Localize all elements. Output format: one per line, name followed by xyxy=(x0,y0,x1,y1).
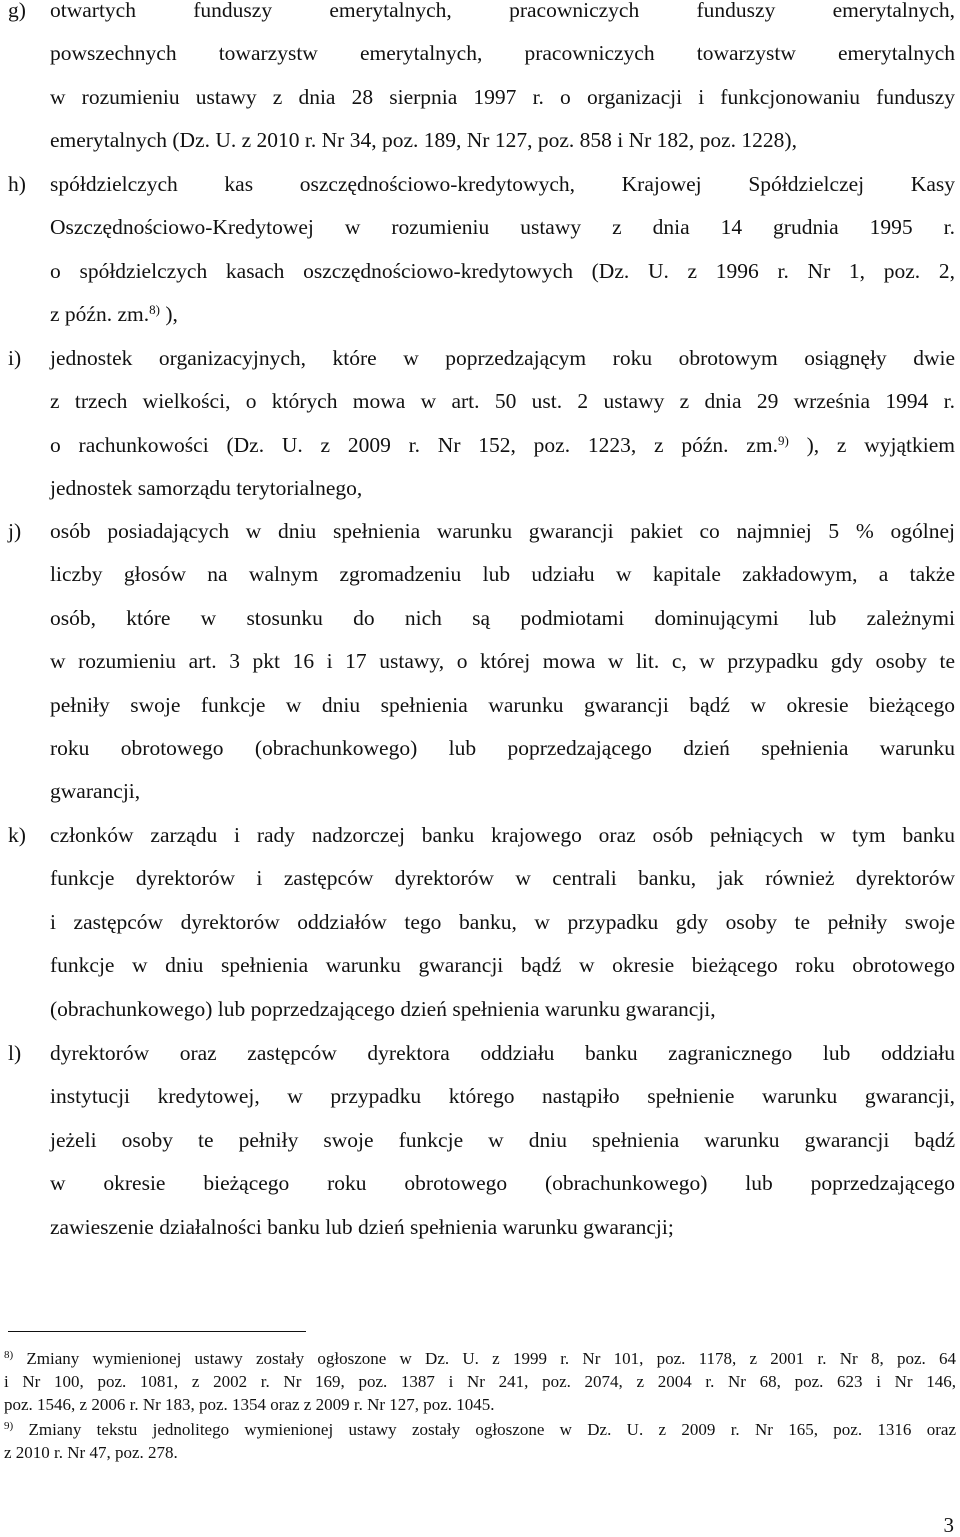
text-line: (obrachunkowego) lub poprzedzającego dzień spełnienia warunku gwarancji, xyxy=(50,996,716,1021)
list-marker: i) xyxy=(8,346,22,370)
footnote-ref-8[interactable]: 8) xyxy=(149,302,160,318)
text-line: jednostek samorządu terytorialnego, xyxy=(50,476,363,501)
text-line: jeżeli osoby te pełniły swoje funkcje w dniu spełnienia warunku gwarancji bądź xyxy=(50,1127,955,1152)
footnote-line: $^{8)}$ Zmiany wymienionej ustawy zostały ogłoszone w Dz. U. z 1999 r. Nr 101, poz. 1178, z 2001 r. Nr 8, poz. 64 xyxy=(4,1349,956,1368)
list-marker: j) xyxy=(8,519,22,543)
list-item-h xyxy=(8,163,955,337)
list-item-l xyxy=(8,1032,955,1249)
footnote-9 xyxy=(4,1418,956,1464)
footnote-line: poz. 1546, z 2006 r. Nr 183, poz. 1354 oraz z 2009 r. Nr 127, poz. 1045. xyxy=(4,1395,495,1414)
footnote-mark: 8) xyxy=(4,1349,14,1361)
text-line: w rozumieniu ustawy z dnia 28 sierpnia 1997 r. o organizacji i funkcjonowaniu funduszy xyxy=(50,84,955,109)
text-line: h) spółdzielczych kas oszczędnościowo-kredytowych, Krajowej Spółdzielczej Kasy xyxy=(8,163,955,206)
footnote-line: $^{9)}$ Zmiany tekstu jednolitego wymienionej ustawy zostały ogłoszone w Dz. U. z 2009 r. Nr 165, poz. 1316 oraz xyxy=(4,1420,956,1439)
list-marker: l) xyxy=(8,1041,22,1065)
text-line: roku obrotowego (obrachunkowego) lub poprzedzającego dzień spełnienia warunku xyxy=(50,735,955,760)
text-line: powszechnych towarzystw emerytalnych, pracowniczych towarzystw emerytalnych xyxy=(50,41,955,66)
text-line: instytucji kredytowej, w przypadku którego nastąpiło spełnienie warunku gwarancji, xyxy=(50,1084,955,1109)
list-marker: h) xyxy=(8,172,26,196)
text-line: z trzech wielkości, o których mowa w art. 50 ust. 2 ustawy z dnia 29 września 1994 r. xyxy=(50,389,955,414)
footnote-line: i Nr 100, poz. 1081, z 2002 r. Nr 169, poz. 1387 i Nr 241, poz. 2074, z 2004 r. Nr 68, poz. 623 i Nr 146, xyxy=(4,1372,956,1391)
footnote-line: z 2010 r. Nr 47, poz. 278. xyxy=(4,1443,178,1462)
text-line: o rachunkowości (Dz. U. z 2009 r. Nr 152, poz. 1223, z późn. zm.$^{9)}$ ), z wyjątkiem xyxy=(50,432,955,457)
text-line: w rozumieniu art. 3 pkt 16 i 17 ustawy, o której mowa w lit. c, w przypadku gdy osoby te xyxy=(50,649,955,674)
text-line: w okresie bieżącego roku obrotowego (obrachunkowego) lub poprzedzającego xyxy=(50,1171,955,1196)
footnote-separator xyxy=(8,1331,306,1332)
text-line: funkcje dyrektorów i zastępców dyrektorów w centrali banku, jak również dyrektorów xyxy=(50,866,955,891)
text-line: liczby głosów na walnym zgromadzeniu lub udziału w kapitale zakładowym, a także xyxy=(50,562,955,587)
list-item-k xyxy=(8,814,955,1031)
page-number: 3 xyxy=(943,1513,954,1537)
text-line: zawieszenie działalności banku lub dzień spełnienia warunku gwarancji; xyxy=(50,1214,674,1239)
text-line: Oszczędnościowo-Kredytowej w rozumieniu ustawy z dnia 14 grudnia 1995 r. xyxy=(50,215,955,240)
footnote-mark: 9) xyxy=(4,1420,14,1432)
text-line: o spółdzielczych kasach oszczędnościowo-kredytowych (Dz. U. z 1996 r. Nr 1, poz. 2, xyxy=(50,258,955,283)
text-line: funkcje w dniu spełnienia warunku gwarancji bądź w okresie bieżącego roku obrotowego xyxy=(50,953,955,978)
list-marker: k) xyxy=(8,823,26,847)
text-line: gwarancji, xyxy=(50,779,141,804)
list-item-j xyxy=(8,510,955,814)
text-line: z późn. zm.$^{8)}$ ), xyxy=(50,302,178,327)
text-line: i zastępców dyrektorów oddziałów tego banku, w przypadku gdy osoby te pełniły swoje xyxy=(50,909,955,934)
text-line: i) jednostek organizacyjnych, które w poprzedzającym roku obrotowym osiągnęły dwie xyxy=(8,337,955,380)
text-line: l) dyrektorów oraz zastępców dyrektora oddziału banku zagranicznego lub oddziału xyxy=(8,1032,955,1075)
text-line: g) otwartych funduszy emerytalnych, pracowniczych funduszy emerytalnych, xyxy=(8,0,955,32)
list-marker: g) xyxy=(8,0,26,22)
footnote-8 xyxy=(4,1347,956,1416)
text-line: osób, które w stosunku do nich są podmiotami dominującymi lub zależnymi xyxy=(50,605,955,630)
text-line: pełniły swoje funkcje w dniu spełnienia warunku gwarancji bądź w okresie bieżącego xyxy=(50,692,955,717)
text-line: emerytalnych (Dz. U. z 2010 r. Nr 34, poz. 189, Nr 127, poz. 858 i Nr 182, poz. 1228), xyxy=(50,128,797,153)
list-item-i xyxy=(8,337,955,511)
text-line: j) osób posiadających w dniu spełnienia warunku gwarancji pakiet co najmniej 5 % ogólnej xyxy=(8,510,955,553)
footnote-ref-9[interactable]: 9) xyxy=(777,432,789,448)
list-item-g xyxy=(8,0,955,163)
text-line: k) członków zarządu i rady nadzorczej banku krajowego oraz osób pełniących w tym banku xyxy=(8,814,955,857)
